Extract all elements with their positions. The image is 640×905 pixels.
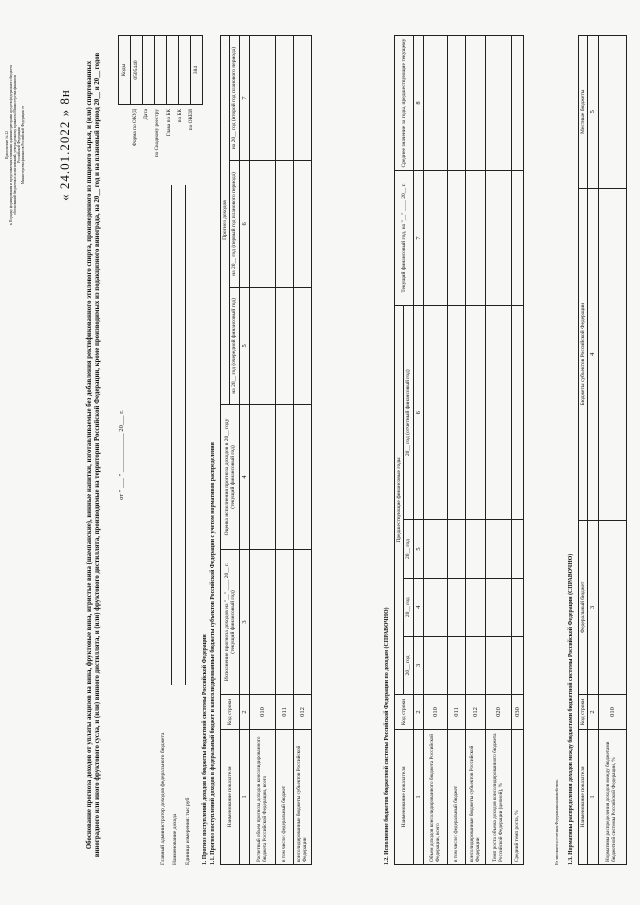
value-cell[interactable] <box>448 520 466 578</box>
col-number: 4 <box>588 188 598 520</box>
table-row <box>598 36 626 865</box>
handwritten-date-stamp: « 24.01.2022 » 8н <box>57 89 72 201</box>
appendix-line: к Порядку формирования и представления главными администраторами средств федерального бюджета <box>8 65 13 225</box>
table-row <box>250 36 276 865</box>
col-header: Наименование показателя <box>579 730 588 865</box>
table-row <box>466 36 486 865</box>
col-header: Оценка исполнения прогноза доходов в 20__ году (текущий финансовый год) <box>221 405 240 550</box>
date-line: от " ___ " ____________ 20___ г. <box>118 410 125 500</box>
value-cell[interactable] <box>512 171 524 306</box>
col-header: Наименование показателя <box>221 730 240 865</box>
footnote: Не заполняется отчетным Федеральным казначейством. <box>555 779 559 865</box>
value-cell[interactable] <box>276 550 294 695</box>
col-number: 3 <box>588 520 598 694</box>
col-header: 20__ год <box>404 578 413 636</box>
table-row <box>424 36 448 865</box>
col-number: 2 <box>413 695 423 730</box>
value-cell[interactable] <box>276 161 294 288</box>
col-number: 6 <box>239 161 249 288</box>
value-cell[interactable] <box>424 636 448 694</box>
col-header: на 20__ год (очередной финансовый год) <box>230 287 239 404</box>
value-cell[interactable] <box>250 36 276 161</box>
col-header: на 20__ год (первый год планового периода) <box>230 161 239 288</box>
value-cell[interactable] <box>250 405 276 550</box>
value-cell[interactable] <box>598 36 626 189</box>
table-row <box>294 36 312 865</box>
income-name-label: Наименование дохода <box>172 813 179 865</box>
row-label: консолидированные бюджеты субъектов Российской Федерации <box>294 730 312 865</box>
okud-label: Форма по ОКУД <box>132 109 138 147</box>
row-code: 012 <box>466 695 486 730</box>
col-number: 6 <box>413 306 423 520</box>
value-cell[interactable] <box>466 520 486 578</box>
header-fields <box>160 685 191 865</box>
value-cell[interactable] <box>486 36 512 171</box>
table-section-1-2 <box>394 35 524 865</box>
col-number: 5 <box>413 520 423 578</box>
glava-code-cell <box>167 36 179 105</box>
value-cell[interactable] <box>294 287 312 404</box>
date-code-cell <box>143 36 155 105</box>
row-code: 011 <box>276 695 294 730</box>
unit-label: Единица измерения: тыс руб <box>184 797 191 865</box>
table-section-1-1 <box>220 35 312 865</box>
okei-label: по ОКЕИ <box>188 109 195 131</box>
appendix-line: обоснований бюджетных ассигнований, утвержденному приказом Министерства финансов <box>12 75 17 215</box>
col-number: 4 <box>413 578 423 636</box>
row-label: в том числе: федеральный бюджет <box>276 730 294 865</box>
value-cell[interactable] <box>448 171 466 306</box>
appendix-line: Министерства финансов Российской Федерации от <box>20 105 25 185</box>
value-cell[interactable] <box>424 306 448 520</box>
row-code: 012 <box>294 695 312 730</box>
row-code: 010 <box>424 695 448 730</box>
value-cell[interactable] <box>294 550 312 695</box>
bk-label: по БК <box>176 109 183 123</box>
table-row <box>486 36 512 865</box>
reestr-label: по Сводному реестру <box>154 109 161 158</box>
okud-value: 0505440 <box>131 36 143 105</box>
value-cell[interactable] <box>424 578 448 636</box>
row-label: Темп роста объема доходов консолидированного бюджета Российской Федерации (цепной), % <box>486 730 512 865</box>
value-cell[interactable] <box>598 188 626 520</box>
col-number: 3 <box>413 636 423 694</box>
value-cell[interactable] <box>512 36 524 171</box>
codes-header: Коды <box>119 36 131 105</box>
col-number: 2 <box>588 695 598 730</box>
col-header: Местные бюджеты <box>579 36 588 189</box>
col-header: 20__ год <box>404 636 413 694</box>
value-cell[interactable] <box>466 36 486 171</box>
appendix-line: Приложение № 22 <box>5 130 9 160</box>
value-cell[interactable] <box>250 161 276 288</box>
value-cell[interactable] <box>448 306 466 520</box>
section13-title: 1.3. Нормативы распределения доходов между бюджетами бюджетной системы Российской Федерации (СПРАВОЧНО) <box>568 553 574 865</box>
col-number: 1 <box>588 730 598 865</box>
col-header: Бюджеты субъектов Российской Федерации <box>579 188 588 520</box>
value-cell[interactable] <box>466 636 486 694</box>
codes-labels <box>130 109 197 175</box>
section12-title: 1.2. Исполнение бюджетов бюджетной системы Российской Федерации по доходам (СПРАВОЧНО) <box>384 607 390 865</box>
col-number: 4 <box>239 405 249 550</box>
value-cell[interactable] <box>448 636 466 694</box>
col-header: на 20__ год (второй год планового периода) <box>230 36 239 161</box>
value-cell[interactable] <box>448 578 466 636</box>
row-code: 011 <box>448 695 466 730</box>
value-cell[interactable] <box>466 578 486 636</box>
col-header: Код строки <box>221 695 240 730</box>
section1-title: 1. Прогноз поступлений доходов в бюджеты бюджетной системы Российской Федерации <box>202 634 208 865</box>
col-number: 7 <box>413 171 423 306</box>
table-row <box>448 36 466 865</box>
col-number: 7 <box>239 36 249 161</box>
value-cell[interactable] <box>512 520 524 578</box>
col-header: Код строки <box>579 695 588 730</box>
date-label: Дата <box>143 109 150 120</box>
value-cell[interactable] <box>486 171 512 306</box>
admin-field-label: Главный администратор доходов федерального бюджета <box>160 732 166 865</box>
value-cell[interactable] <box>424 171 448 306</box>
value-cell[interactable] <box>294 161 312 288</box>
col-number: 5 <box>588 36 598 189</box>
col-header: 20__ год <box>404 520 413 578</box>
value-cell[interactable] <box>424 36 448 171</box>
codes-table <box>118 35 203 105</box>
col-header: Наименование показателя <box>395 730 414 865</box>
okei-value: 384 <box>191 36 203 105</box>
col-header: Код строки <box>395 695 414 730</box>
col-header: Исполнение прогноза доходов на "__" ____ 20__ г. (текущий финансовый год) <box>221 550 240 695</box>
col-header: Федеральный бюджет <box>579 520 588 694</box>
value-cell[interactable] <box>512 578 524 636</box>
value-cell[interactable] <box>466 171 486 306</box>
value-cell[interactable] <box>448 36 466 171</box>
value-cell[interactable] <box>276 287 294 404</box>
row-code: 020 <box>486 695 512 730</box>
value-cell[interactable] <box>276 405 294 550</box>
value-cell[interactable] <box>294 405 312 550</box>
value-cell[interactable] <box>424 520 448 578</box>
value-cell[interactable] <box>486 578 512 636</box>
table-row <box>512 36 524 865</box>
page-title: Обоснование прогноза доходов от уплаты акцизов на вина, фруктовые вина, игристые вина (шампанские), винные напитки, изготавливаемые без добавления ректификованного этилового спирта, произведенного из пищевого сырья, и (или) спиртованных виноградного или иного фруктового сусла, и (или) винного дистиллята, и (или) фруктового дистиллята, производимые на территории Российской Федерации, кроме производимых из подакцизного винограда, на 20__ год и на плановый период 20__ и 20__ годов <box>86 52 101 858</box>
value-cell[interactable] <box>466 306 486 520</box>
col-number: 1 <box>413 730 423 865</box>
value-cell[interactable] <box>294 36 312 161</box>
value-cell[interactable] <box>250 287 276 404</box>
row-code: 030 <box>512 695 524 730</box>
bk-code-cell <box>179 36 191 105</box>
table-section-1-3 <box>578 35 627 865</box>
value-cell[interactable] <box>486 306 512 520</box>
table-row <box>276 36 294 865</box>
row-label: Средний темп роста, % <box>512 730 524 865</box>
row-label: консолидированные бюджеты субъектов Российской Федерации <box>466 730 486 865</box>
group-header: Прогноз доходов <box>221 36 230 405</box>
value-cell[interactable] <box>486 520 512 578</box>
admin-field-line <box>171 185 172 685</box>
col-number: 1 <box>239 730 249 865</box>
row-label: Нормативы распределения доходов между бюджетами бюджетной системы Российской Федерации, % <box>598 730 626 865</box>
col-number: 5 <box>239 287 249 404</box>
value-cell[interactable] <box>276 36 294 161</box>
col-header: 20__ год (отчетный финансовый год) <box>404 306 413 520</box>
row-code: 010 <box>598 695 626 730</box>
col-number: 8 <box>413 36 423 171</box>
glava-label: Глава по БК <box>165 109 172 137</box>
group-header: Предшествующие финансовые годы <box>395 306 404 695</box>
value-cell[interactable] <box>598 520 626 694</box>
col-header: Текущий финансовый год, на "__" ____ 20__ г. <box>395 171 414 306</box>
appendix-line: Российской Федерации <box>16 127 21 163</box>
col-number: 2 <box>239 695 249 730</box>
row-code: 010 <box>250 695 276 730</box>
row-label: в том числе: федеральный бюджет <box>448 730 466 865</box>
col-number: 3 <box>239 550 249 695</box>
value-cell[interactable] <box>250 550 276 695</box>
col-header: Среднее значение за годы, предшествующие текущему <box>395 36 414 171</box>
appendix-header <box>6 25 26 265</box>
row-label: Объем доходов консолидированного бюджета Российской Федерации, всего <box>424 730 448 865</box>
income-field-line <box>185 185 186 685</box>
value-cell[interactable] <box>512 636 524 694</box>
reestr-code-cell <box>155 36 167 105</box>
value-cell[interactable] <box>512 306 524 520</box>
section11-title: 1.1. Прогноз поступлений доходов в федеральный бюджет и консолидированные бюджеты субъектов Российской Федерации с учетом нормативов распределения <box>210 442 216 865</box>
row-label: Расчетный объем прогноза доходов консолидированного бюджета Российской Федерации, всего <box>250 730 276 865</box>
value-cell[interactable] <box>486 636 512 694</box>
